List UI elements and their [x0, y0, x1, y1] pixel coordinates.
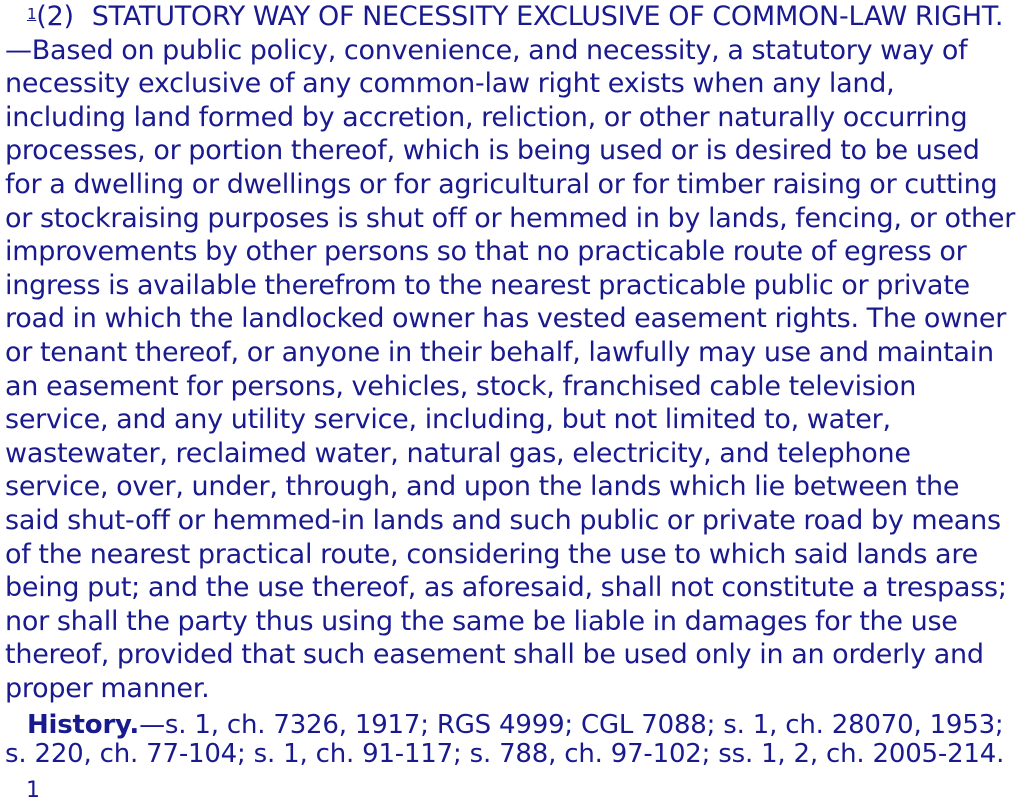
footnote-mark: 1	[26, 778, 40, 803]
heading-dash: —	[5, 34, 32, 66]
statute-page	[5, 0, 1017, 769]
subsection-number: (2)	[36, 1, 74, 32]
subsection-paragraph	[5, 0, 1017, 705]
history-label: History.	[27, 710, 140, 741]
history-citations: s. 1, ch. 7326, 1917; RGS 4999; CGL 7088; s. 1, ch. 28070, 1953; s. 220, ch. 77-104; s. 1, ch. 91-117; s. 788, ch. 97-102; ss. 1, 2, ch. 2005-214.	[5, 710, 1005, 770]
subsection-body: Based on public policy, convenience, and necessity, a statutory way of necessity exclusive of any common-law right exists when any land, including land formed by accretion, reliction, or other naturally occurring processes, or portion thereof, which is being used or is desired to be used for a dwelling or dwellings or for agricultural or for timber raising or cutting or stockraising purposes is shut off or hemmed in by lands, fencing, or other improvements by other persons so that no practicable route of egress or ingress is available therefrom to the nearest practicable public or private road in which the landlocked owner has vested easement rights. The owner or tenant thereof, or anyone in their behalf, lawfully may use and maintain an easement for persons, vehicles, stock, franchised cable television service, and any utility service, including, but not limited to, water, wastewater, reclaimed water, natural gas, electricity, and telephone service, over, under, through, and upon the lands which lie between the said shut-off or hemmed-in lands and such public or private road by means of the nearest practical route, considering the use to which said lands are being put; and the use thereof, as aforesaid, shall not constitute a trespass; nor shall the party thus using the same be liable in damages for the use thereof, provided that such easement shall be used only in an orderly and proper manner.	[5, 34, 1016, 704]
history-note	[5, 711, 1017, 769]
subsection-heading: STATUTORY WAY OF NECESSITY EXCLUSIVE OF COMMON-LAW RIGHT.	[91, 1, 1004, 32]
history-dash: —	[139, 710, 165, 741]
footnote-reference-link[interactable]: 1	[27, 5, 37, 23]
